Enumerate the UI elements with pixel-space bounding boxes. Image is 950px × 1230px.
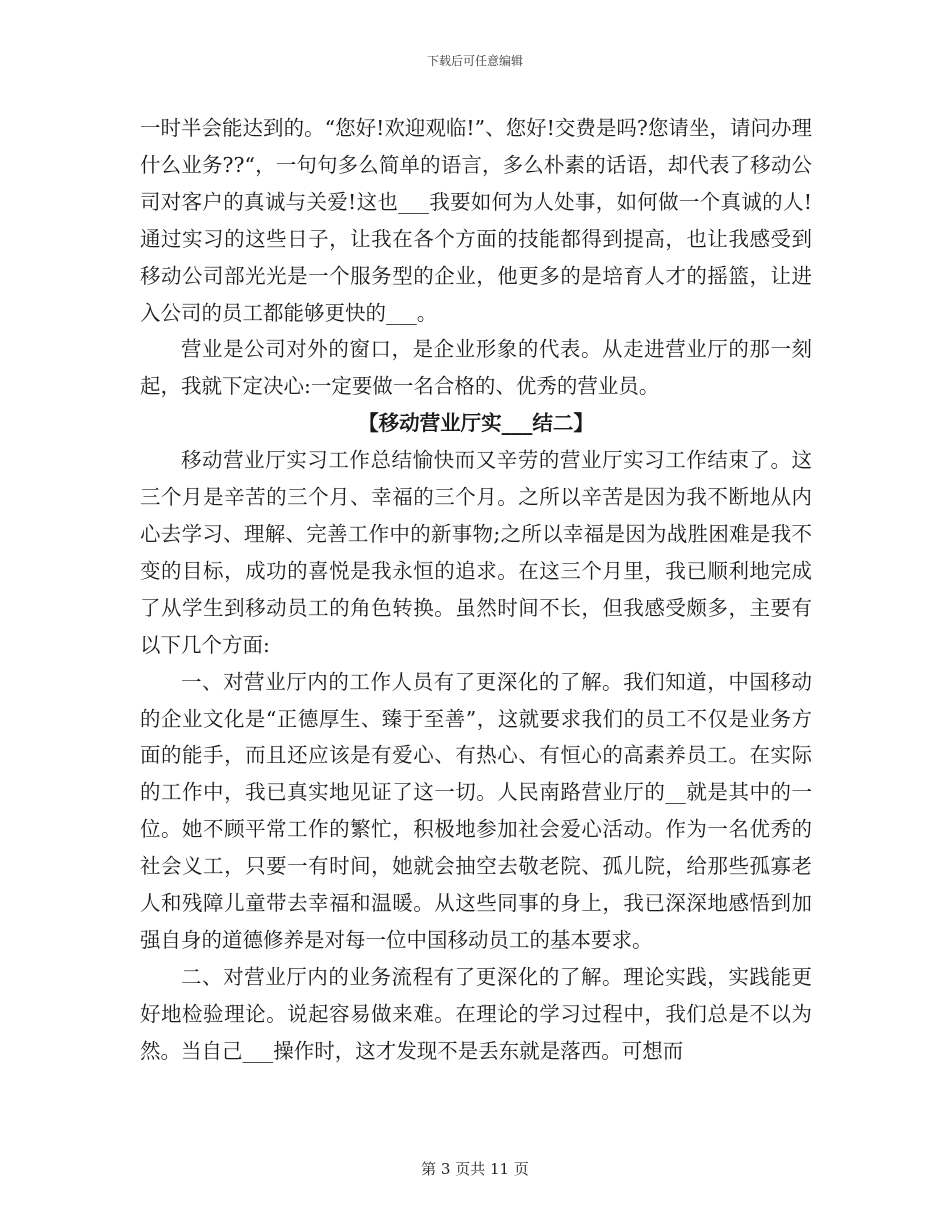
paragraph: 二、对营业厅内的业务流程有了更深化的了解。理论实践，实践能更好地检验理论。说起容易做来难。在理论的学习过程中，我们总是不以为然。当自己___操作时，这才发现不是丢东就是落西。可想而	[140, 964, 812, 1063]
page-header: 下载后可任意编辑	[426, 54, 523, 68]
paragraph-continuation: 一时半会能达到的。“您好!欢迎观临!”、您好!交费是吗?您请坐，请问办理什么业务??“，一句句多么简单的语言，多么朴素的话语，却代表了移动公司对客户的真诚与关爱!这也___我要如何为人处事，如何做一个真诚的人!通过实习的这些日子，让我在各个方面的技能都得到提高，也让我感受到移动公司部光光是一个服务型的企业，他更多的是培育人才的摇篮，让进入公司的员工都能够更快的___。	[140, 116, 812, 325]
section-title: 【移动营业厅实___结二】	[358, 411, 594, 436]
paragraph: 营业是公司对外的窗口，是企业形象的代表。从走进营业厅的那一刻起，我就下定决心:一定要做一名合格的、优秀的营业员。	[140, 337, 812, 399]
document-body	[140, 110, 812, 1070]
paragraph: 移动营业厅实习工作总结愉快而又辛劳的营业厅实习工作结束了。这三个月是辛苦的三个月、幸福的三个月。之所以辛苦是因为我不断地从内心去学习、理解、完善工作中的新事物;之所以幸福是因为战胜困难是我不变的目标，成功的喜悦是我永恒的追求。在这三个月里，我已顺利地完成了从学生到移动员工的角色转换。虽然时间不长，但我感受颇多，主要有以下几个方面:	[140, 448, 812, 657]
paragraph: 一、对营业厅内的工作人员有了更深化的了解。我们知道，中国移动的企业文化是“正德厚生、臻于至善”，这就要求我们的员工不仅是业务方面的能手，而且还应该是有爱心、有热心、有恒心的高素养员工。在实际的工作中，我已真实地见证了这一切。人民南路营业厅的__就是其中的一位。她不顾平常工作的繁忙，积极地参加社会爱心活动。作为一名优秀的社会义工，只要一有时间，她就会抽空去敬老院、孤儿院，给那些孤寡老人和残障儿童带去幸福和温暖。从这些同事的身上，我已深深地感悟到加强自身的道德修养是对每一位中国移动员工的基本要求。	[140, 669, 812, 952]
page-footer: 第 3 页共 11 页	[421, 1160, 529, 1178]
